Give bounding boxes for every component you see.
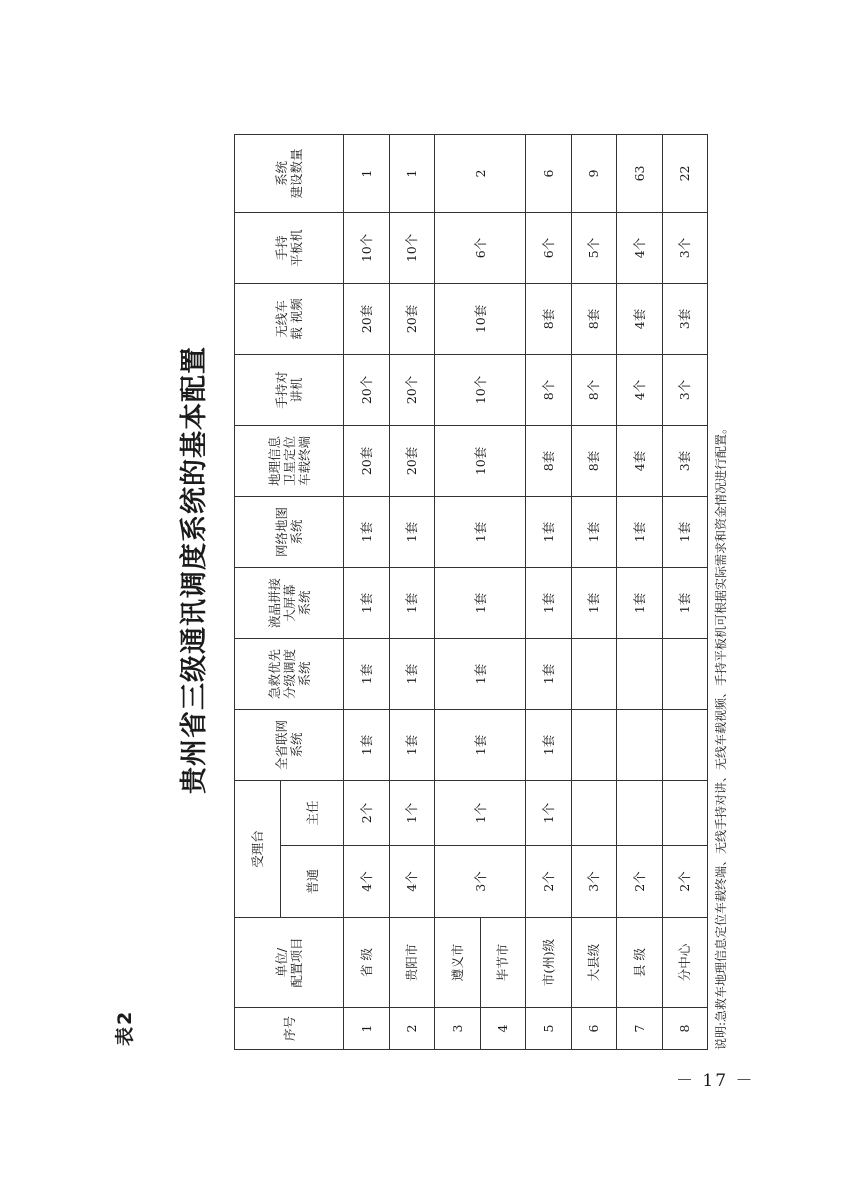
cell-seq: 1 bbox=[344, 1008, 390, 1050]
cell-normal: 3个 bbox=[435, 845, 526, 917]
cell-c3: 1套 bbox=[344, 567, 390, 638]
header-normal: 普通 bbox=[281, 845, 344, 917]
cell-director bbox=[662, 780, 708, 845]
cell-director: 2个 bbox=[344, 780, 390, 845]
cell-c2 bbox=[571, 638, 617, 709]
cell-c7: 3套 bbox=[662, 283, 708, 354]
cell-c9: 9 bbox=[571, 134, 617, 212]
cell-c5: 8套 bbox=[571, 425, 617, 496]
cell-c7: 8套 bbox=[571, 283, 617, 354]
cell-c4: 1套 bbox=[344, 496, 390, 567]
cell-c6: 20个 bbox=[389, 354, 435, 425]
header-col-8: 手持 平板机 bbox=[235, 212, 344, 283]
cell-c8: 4个 bbox=[617, 212, 663, 283]
cell-unit: 大县级 bbox=[571, 917, 617, 1007]
cell-c5: 10套 bbox=[435, 425, 526, 496]
table-label: 表2 bbox=[114, 1009, 136, 1046]
cell-c7: 10套 bbox=[435, 283, 526, 354]
cell-normal: 3个 bbox=[571, 845, 617, 917]
table-row bbox=[617, 134, 663, 1049]
cell-normal: 2个 bbox=[617, 845, 663, 917]
cell-c2: 1套 bbox=[389, 638, 435, 709]
cell-unit: 贵阳市 bbox=[389, 917, 435, 1007]
cell-c8: 10个 bbox=[344, 212, 390, 283]
cell-c6: 4个 bbox=[617, 354, 663, 425]
cell-c9: 22 bbox=[662, 134, 708, 212]
cell-c4: 1套 bbox=[389, 496, 435, 567]
header-col-9: 系统 建设数量 bbox=[235, 134, 344, 212]
cell-c7: 8套 bbox=[526, 283, 572, 354]
header-row-1 bbox=[235, 134, 281, 1049]
table-row bbox=[389, 134, 435, 1049]
cell-c6: 10个 bbox=[435, 354, 526, 425]
cell-c9: 2 bbox=[435, 134, 526, 212]
cell-c1: 1套 bbox=[435, 709, 526, 780]
page-title: 贵州省三级通讯调度系统的基本配置 bbox=[179, 346, 210, 794]
cell-c8: 5个 bbox=[571, 212, 617, 283]
cell-c1 bbox=[662, 709, 708, 780]
cell-c4: 1套 bbox=[435, 496, 526, 567]
cell-c2: 1套 bbox=[344, 638, 390, 709]
cell-c1: 1套 bbox=[344, 709, 390, 780]
cell-seq: 5 bbox=[526, 1008, 572, 1050]
cell-unit: 县 级 bbox=[617, 917, 663, 1007]
cell-c1 bbox=[617, 709, 663, 780]
page-number: － 17 － bbox=[676, 1071, 755, 1091]
cell-normal: 4个 bbox=[389, 845, 435, 917]
cell-c2: 1套 bbox=[526, 638, 572, 709]
header-reception: 受理台 bbox=[235, 780, 281, 917]
cell-c5: 8套 bbox=[526, 425, 572, 496]
cell-c6: 20个 bbox=[344, 354, 390, 425]
cell-c8: 6个 bbox=[526, 212, 572, 283]
cell-c3: 1套 bbox=[662, 567, 708, 638]
cell-c3: 1套 bbox=[435, 567, 526, 638]
header-seq: 序号 bbox=[235, 1008, 344, 1050]
header-col-2: 急救优先 分级调度 系统 bbox=[235, 638, 344, 709]
table-row bbox=[344, 134, 390, 1049]
cell-c4: 1套 bbox=[526, 496, 572, 567]
header-col-7: 无线车 载 视频 bbox=[235, 283, 344, 354]
cell-c2 bbox=[662, 638, 708, 709]
rotated-page-content bbox=[110, 90, 750, 1050]
header-col-4: 网络地图 系统 bbox=[235, 496, 344, 567]
cell-c9: 1 bbox=[344, 134, 390, 212]
cell-c9: 6 bbox=[526, 134, 572, 212]
header-unit: 单位/ 配置项目 bbox=[235, 917, 344, 1007]
cell-c4: 1套 bbox=[662, 496, 708, 567]
cell-c8: 6个 bbox=[435, 212, 526, 283]
cell-c3: 1套 bbox=[526, 567, 572, 638]
cell-c7: 20套 bbox=[344, 283, 390, 354]
cell-seq: 6 bbox=[571, 1008, 617, 1050]
cell-seq: 8 bbox=[662, 1008, 708, 1050]
cell-c3: 1套 bbox=[571, 567, 617, 638]
cell-c8: 3个 bbox=[662, 212, 708, 283]
cell-c3: 1套 bbox=[389, 567, 435, 638]
cell-unit: 遵义市 bbox=[435, 917, 481, 1007]
cell-c6: 3个 bbox=[662, 354, 708, 425]
cell-c5: 3套 bbox=[662, 425, 708, 496]
cell-unit: 分中心 bbox=[662, 917, 708, 1007]
cell-c7: 20套 bbox=[389, 283, 435, 354]
cell-director: 1个 bbox=[389, 780, 435, 845]
cell-c6: 8个 bbox=[571, 354, 617, 425]
header-col-1: 全省联网 系统 bbox=[235, 709, 344, 780]
table-note: 说明:急救车地理信息定位车载终端、无线手持对讲、无线车载视频、手持平板机可根据实际需求和资金情况进行配置。 bbox=[714, 421, 728, 1050]
cell-seq: 7 bbox=[617, 1008, 663, 1050]
table-row bbox=[571, 134, 617, 1049]
cell-c5: 4套 bbox=[617, 425, 663, 496]
cell-c3: 1套 bbox=[617, 567, 663, 638]
cell-c9: 1 bbox=[389, 134, 435, 212]
table-row bbox=[662, 134, 708, 1049]
table-row bbox=[526, 134, 572, 1049]
cell-normal: 4个 bbox=[344, 845, 390, 917]
config-table bbox=[234, 134, 708, 1050]
cell-c4: 1套 bbox=[571, 496, 617, 567]
cell-c4: 1套 bbox=[617, 496, 663, 567]
cell-director: 1个 bbox=[526, 780, 572, 845]
cell-unit: 市(州)级 bbox=[526, 917, 572, 1007]
cell-c1 bbox=[571, 709, 617, 780]
cell-c7: 4套 bbox=[617, 283, 663, 354]
cell-c1: 1套 bbox=[389, 709, 435, 780]
cell-unit: 省 级 bbox=[344, 917, 390, 1007]
cell-c8: 10个 bbox=[389, 212, 435, 283]
cell-normal: 2个 bbox=[526, 845, 572, 917]
cell-c6: 8个 bbox=[526, 354, 572, 425]
cell-c9: 63 bbox=[617, 134, 663, 212]
table-row bbox=[435, 134, 481, 1049]
cell-seq: 2 bbox=[389, 1008, 435, 1050]
cell-normal: 2个 bbox=[662, 845, 708, 917]
cell-director: 1个 bbox=[435, 780, 526, 845]
cell-c2: 1套 bbox=[435, 638, 526, 709]
cell-unit: 毕节市 bbox=[480, 917, 526, 1007]
header-col-3: 液晶拼接 大屏幕 系统 bbox=[235, 567, 344, 638]
cell-seq: 3 bbox=[435, 1008, 481, 1050]
cell-director bbox=[571, 780, 617, 845]
header-col-5: 地理信息 卫星定位 车载终端 bbox=[235, 425, 344, 496]
cell-director bbox=[617, 780, 663, 845]
cell-c5: 20套 bbox=[389, 425, 435, 496]
header-col-6: 手持对 讲机 bbox=[235, 354, 344, 425]
cell-c5: 20套 bbox=[344, 425, 390, 496]
cell-c1: 1套 bbox=[526, 709, 572, 780]
header-director: 主任 bbox=[281, 780, 344, 845]
cell-c2 bbox=[617, 638, 663, 709]
cell-seq: 4 bbox=[480, 1008, 526, 1050]
